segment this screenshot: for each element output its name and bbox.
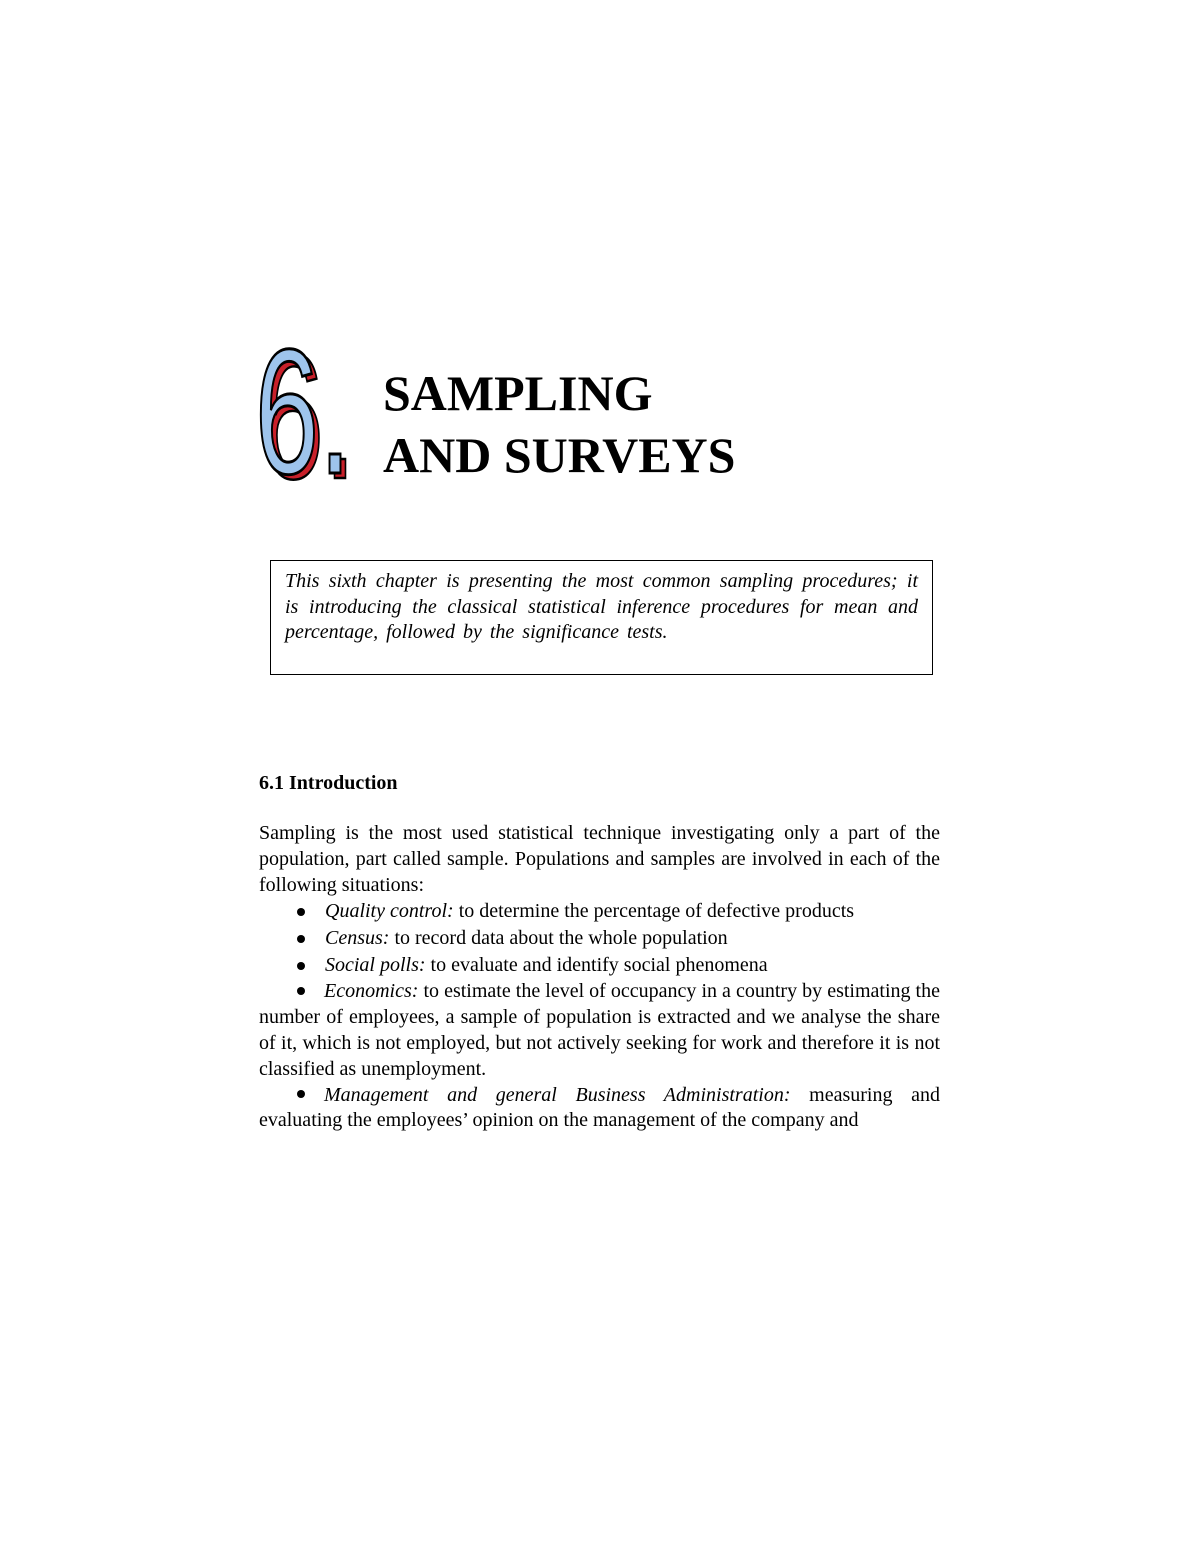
list-item-content bbox=[297, 925, 728, 952]
chapter-title-line-2: AND SURVEYS bbox=[383, 427, 736, 483]
list-item-text: measuring and evaluating the employees’ opinion on the management of the company and bbox=[259, 1083, 940, 1132]
list-item-term: Census: bbox=[325, 927, 390, 950]
section-body bbox=[259, 821, 940, 1134]
list-item-content bbox=[297, 898, 854, 925]
chapter-abstract-box bbox=[270, 560, 933, 675]
chapter-number-graphic bbox=[252, 322, 362, 492]
bullet-icon bbox=[297, 987, 305, 995]
list-item-text: to determine the percentage of defective products bbox=[453, 900, 855, 923]
list-item-term: Social polls: bbox=[325, 954, 426, 977]
list-item-term: Management and general Business Administration: bbox=[324, 1083, 791, 1106]
list-item-term: Economics: bbox=[324, 980, 419, 1003]
list-item-term: Quality control: bbox=[325, 900, 454, 923]
list-item-content bbox=[297, 952, 768, 979]
list-item bbox=[259, 898, 940, 925]
list-item-text: to estimate the level of occupancy in a country by estimating the number of employees, a sample of population is extracted and we analyse the share of it, which is not employed, but not actively seeking for work and therefore it is not classified as unemployment. bbox=[259, 980, 940, 1080]
chapter-number-svg bbox=[252, 322, 362, 492]
list-item bbox=[259, 1083, 940, 1135]
section-heading: 6.1 Introduction bbox=[259, 772, 398, 794]
bullet-icon bbox=[297, 1090, 305, 1098]
list-item-text: to record data about the whole population bbox=[389, 927, 728, 950]
chapter-number-shadow: 6. bbox=[260, 322, 356, 492]
list-item bbox=[259, 952, 940, 979]
list-item-text: to evaluate and identify social phenomena bbox=[425, 954, 768, 977]
chapter-abstract-text: This sixth chapter is presenting the most common sampling procedures; it is introducing the classical statistical inference procedures for mean and percentage, followed by the significance tests. bbox=[285, 570, 918, 643]
chapter-title bbox=[383, 362, 735, 486]
intro-paragraph: Sampling is the most used statistical technique investigating only a part of the population, part called sample. Populations and samples are involved in each of the following situations: bbox=[259, 822, 940, 896]
chapter-title-line-1: SAMPLING bbox=[383, 365, 653, 421]
list-item bbox=[259, 979, 940, 1082]
chapter-number-main: 6. bbox=[255, 322, 351, 492]
list-item bbox=[259, 925, 940, 952]
